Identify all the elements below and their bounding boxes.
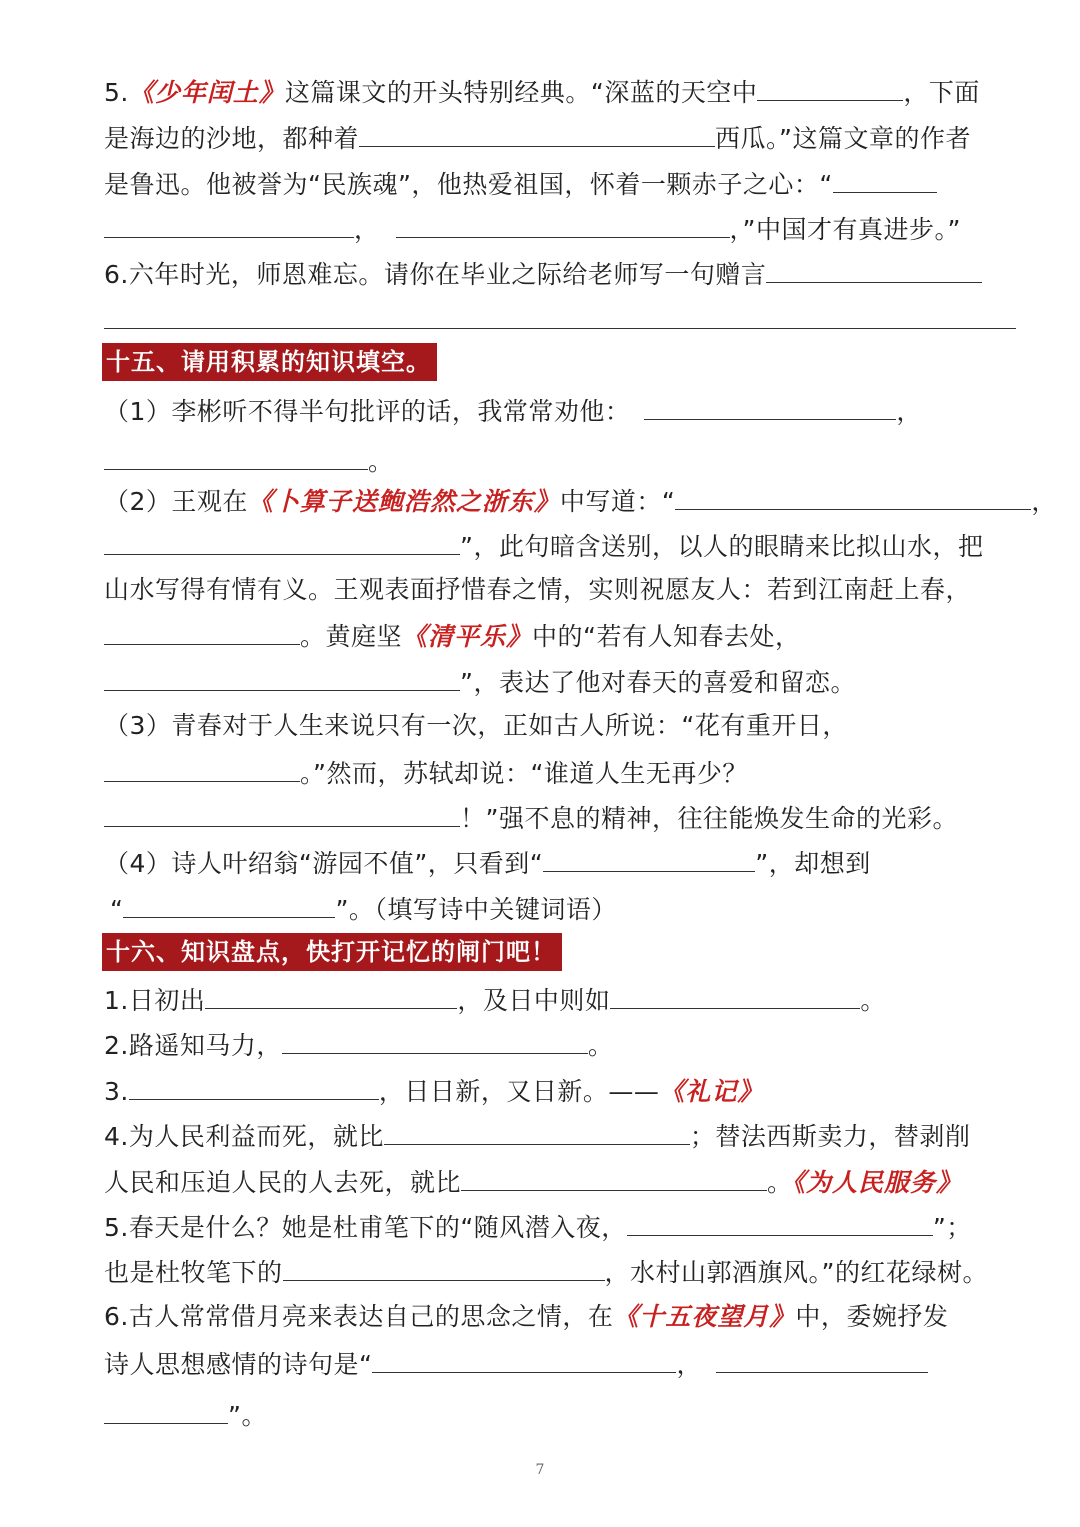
section-15-header: 十五、请用积累的知识填空。 [102, 343, 437, 381]
s16-line1 [104, 982, 886, 1018]
s16-line4 [104, 1118, 970, 1154]
answer-blank[interactable] [833, 166, 937, 193]
s15-item3-line1 [104, 709, 848, 743]
s16-text: ”； [932, 1213, 972, 1242]
s16-line10 [104, 1397, 267, 1433]
s16-text: 。 [860, 986, 886, 1015]
answer-blank[interactable] [129, 1073, 379, 1100]
s16-text: 人民和压迫人民的人去死，就比 [104, 1168, 462, 1197]
q5-text: 是海边的沙地，都种着 [104, 124, 360, 153]
answer-blank[interactable] [543, 845, 755, 872]
answer-blank[interactable] [104, 1397, 228, 1424]
s16-text: 6.古人常常借月亮来表达自己的思念之情，在 [104, 1302, 614, 1331]
s15-item2-line1 [104, 483, 1057, 519]
s15-item1-line2 [104, 443, 394, 479]
q6-line-1 [104, 256, 982, 292]
answer-blank[interactable] [644, 393, 896, 420]
s16-line7 [104, 1254, 988, 1290]
q5-text: ， [354, 215, 380, 244]
s15-text: （3）青春对于人生来说只有一次，正如古人所说：“花有重开日， [104, 711, 848, 740]
s15-item4-line2 [104, 891, 617, 927]
s15-item4-line1 [104, 845, 871, 881]
source-title: 《为人民服务》 [792, 1168, 963, 1197]
page-number: 7 [535, 1462, 545, 1478]
s15-item1-line1 [104, 393, 922, 429]
s15-item2-line2 [104, 528, 983, 564]
answer-blank[interactable] [123, 891, 335, 918]
q5-text: 是鲁迅。他被誉为“民族魂”，他热爱祖国，怀着一颗赤子之心：“ [104, 170, 833, 199]
s16-text: ；替法西斯卖力，替剥削 [689, 1122, 971, 1151]
q5-number: 5. [104, 78, 129, 107]
poem-title: 《十五夜望月》 [613, 1302, 796, 1331]
s15-text: ”。（填写诗中关键词语） [335, 895, 617, 924]
answer-blank[interactable] [766, 256, 982, 283]
s15-text: 山水写得有情有义。王观表面抒惜春之情，实则祝愿友人：若到江南赶上春， [104, 575, 972, 604]
s16-text: 诗人思想感情的诗句是“ [104, 1350, 373, 1379]
s16-text: 1.日初出 [104, 986, 206, 1015]
s16-line2 [104, 1027, 613, 1063]
s16-text: 也是杜牧笔下的 [104, 1258, 283, 1287]
answer-blank[interactable] [716, 1346, 928, 1373]
s15-text: 。”然而，苏轼却说：“谁道人生无再少？ [300, 759, 748, 788]
s16-text: 5.春天是什么？她是杜甫笔下的“随风潜入夜， [104, 1213, 627, 1242]
s16-text: ，水村山郭酒旗风。”的红花绿树。 [604, 1258, 988, 1287]
source-title: 《礼记》 [659, 1077, 764, 1106]
s15-item2-line4 [104, 618, 800, 654]
s15-text: （1）李彬听不得半句批评的话，我常常劝他： [104, 397, 631, 426]
s16-text: 中，委婉抒发 [795, 1302, 949, 1331]
s15-text: （2）王观在 [104, 487, 248, 516]
s15-text: ， [896, 397, 922, 426]
answer-blank[interactable] [104, 800, 460, 827]
q5-title: 《少年闰土》 [128, 78, 285, 107]
s16-text: ，及日中则如 [457, 986, 611, 1015]
q5-text: 这篇课文的开头特别经典。“深蓝的天空中 [284, 78, 758, 107]
s16-line3 [104, 1073, 763, 1109]
s15-text: ， [1031, 487, 1057, 516]
answer-blank[interactable] [675, 483, 1031, 510]
s15-text: （4）诗人叶绍翁“游园不值”，只看到“ [104, 849, 544, 878]
s15-text: 中写道：“ [559, 487, 676, 516]
s16-text: ， [676, 1350, 702, 1379]
s16-text: 2.路遥知马力， [104, 1031, 282, 1060]
q5-line-4 [104, 211, 961, 247]
s15-item2-line3 [104, 573, 971, 607]
q5-line-2 [104, 120, 971, 156]
s16-text: 4.为人民利益而死，就比 [104, 1122, 384, 1151]
answer-blank[interactable] [104, 755, 300, 782]
s15-text: “ [110, 895, 124, 924]
answer-blank[interactable] [384, 1118, 690, 1145]
answer-blank[interactable] [104, 528, 460, 555]
s15-item3-line2 [104, 755, 748, 791]
s15-item2-line5 [104, 664, 856, 700]
s15-text: 。 [368, 447, 394, 476]
s15-text: ”，却想到 [755, 849, 871, 878]
q6-text: 6.六年时光，师恩难忘。请你在毕业之际给老师写一句赠言 [104, 260, 767, 289]
answer-blank[interactable] [205, 982, 457, 1009]
s15-text: ”，此句暗含送别，以人的眼睛来比拟山水，把 [460, 532, 984, 561]
s15-text: ！”强不息的精神，往往能焕发生命的光彩。 [460, 804, 958, 833]
answer-blank[interactable] [757, 74, 903, 101]
answer-blank[interactable] [104, 618, 300, 645]
answer-blank[interactable] [282, 1027, 588, 1054]
s15-text: 。黄庭坚 [300, 622, 403, 651]
s15-text: ”，表达了他对春天的喜爱和留恋。 [460, 668, 856, 697]
q5-text: ，下面 [903, 78, 980, 107]
s15-text: 中的“若有人知春去处， [532, 622, 801, 651]
answer-blank[interactable] [283, 1254, 605, 1281]
s16-text: ，日日新，又日新。—— [378, 1077, 660, 1106]
answer-blank[interactable] [359, 120, 715, 147]
answer-blank[interactable] [396, 211, 730, 238]
answer-blank[interactable] [610, 982, 860, 1009]
section-16-header: 十六、知识盘点，快打开记忆的闸门吧！ [102, 933, 562, 971]
q5-text: 西瓜。”这篇文章的作者 [715, 124, 971, 153]
answer-blank[interactable] [627, 1209, 933, 1236]
answer-blank[interactable] [104, 664, 460, 691]
answer-blank[interactable] [104, 443, 368, 470]
q5-text: ，”中国才有真进步。” [729, 215, 961, 244]
poem-title: 《卜算子送鲍浩然之浙东》 [247, 487, 560, 516]
s16-line5 [104, 1164, 962, 1200]
s16-line8 [104, 1300, 948, 1334]
answer-blank[interactable] [372, 1346, 676, 1373]
poem-title: 《清平乐》 [402, 622, 533, 651]
s16-text: ”。 [228, 1401, 267, 1430]
answer-blank[interactable] [461, 1164, 767, 1191]
s16-line6 [104, 1209, 972, 1245]
s16-line9 [104, 1346, 928, 1382]
s16-text: 。 [767, 1168, 793, 1197]
s16-text: 3. [104, 1077, 129, 1106]
answer-blank-full-line[interactable] [104, 328, 1016, 329]
s15-item3-line3 [104, 800, 958, 836]
q5-line-1 [104, 74, 980, 110]
answer-blank[interactable] [104, 211, 354, 238]
s16-text: 。 [587, 1031, 614, 1060]
q5-line-3 [104, 166, 937, 202]
